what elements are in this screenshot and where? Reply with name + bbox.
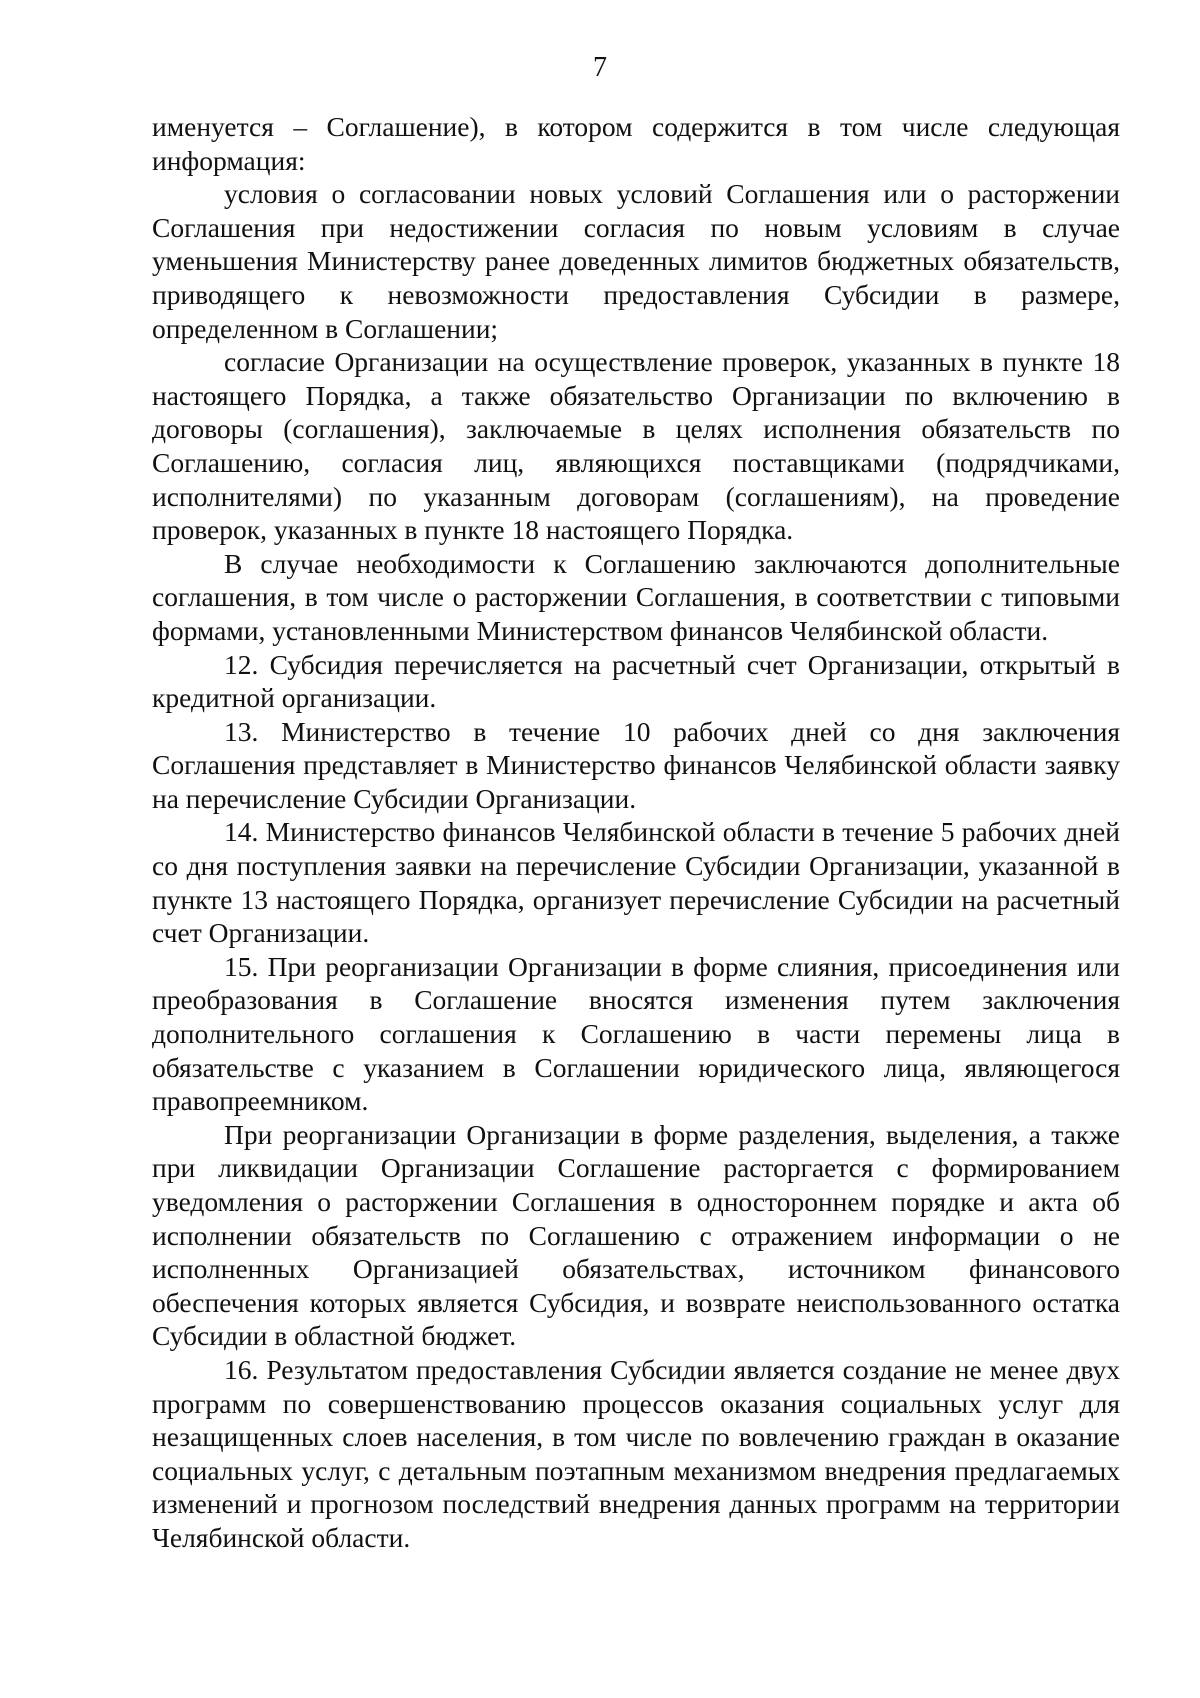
paragraph-additional-agreements: В случае необходимости к Соглашению заключаются дополнительные соглашения, в том числе о расторжении Соглашения, в соответствии с типовыми формами, установленными Министерством финансов Челябинской области. xyxy=(152,547,1120,646)
paragraph-item-15: 15. При реорганизации Организации в форме слияния, присоединения или преобразования в Соглашение вносятся изменения путем заключения дополнительного соглашения к Соглашению в части перемены лица в обязательстве с указанием в Соглашении юридического лица, являющегося правопреемником. xyxy=(152,950,1120,1117)
paragraph-reorganization-liquidation: При реорганизации Организации в форме разделения, выделения, а также при ликвидации Организации Соглашение расторгается с формированием уведомления о расторжении Соглашения в одностороннем порядке и акта об исполнении обязательств по Соглашению с отражением информации о не исполненных Организацией обязательствах, источником финансового обеспечения которых является Субсидия, и возврате неиспользованного остатка Субсидии в областной бюджет. xyxy=(152,1118,1120,1352)
paragraph-agreement-conditions: условия о согласовании новых условий Соглашения или о расторжении Соглашения при недостижении согласия по новым условиям в случае уменьшения Министерству ранее доведенных лимитов бюджетных обязательств, приводящего к невозможности предоставления Субсидии в размере, определенном в Соглашении; xyxy=(152,178,1120,344)
paragraph-item-16: 16. Результатом предоставления Субсидии является создание не менее двух программ по совершенствованию процессов оказания социальных услуг для незащищенных слоев населения, в том числе по вовлечению граждан в оказание социальных услуг, с детальным поэтапным механизмом внедрения предлагаемых изменений и прогнозом последствий внедрения данных программ на территории Челябинской области. xyxy=(152,1353,1120,1553)
paragraph-continuation: именуется – Соглашение), в котором содержится в том числе следующая информация: xyxy=(152,111,1120,176)
document-body xyxy=(152,110,1120,1555)
paragraph-inspection-consent: согласие Организации на осуществление проверок, указанных в пункте 18 настоящего Порядка, а также обязательство Организации по включению в договоры (соглашения), заключаемые в целях исполнения обязательств по Соглашению, согласия лиц, являющихся поставщиками (подрядчиками, исполнителями) по указанным договорам (соглашениям), на проведение проверок, указанных в пункте 18 настоящего Порядка. xyxy=(152,346,1120,546)
paragraph-item-13: 13. Министерство в течение 10 рабочих дней со дня заключения Соглашения представляет в Министерство финансов Челябинской области заявку на перечисление Субсидии Организации. xyxy=(152,715,1120,814)
paragraph-item-12: 12. Субсидия перечисляется на расчетный счет Организации, открытый в кредитной организации. xyxy=(152,648,1120,714)
page-number: 7 xyxy=(593,52,607,83)
paragraph-item-14: 14. Министерство финансов Челябинской области в течение 5 рабочих дней со дня поступления заявки на перечисление Субсидии Организации, указанной в пункте 13 настоящего Порядка, организует перечисление Субсидии на расчетный счет Организации. xyxy=(152,816,1120,949)
